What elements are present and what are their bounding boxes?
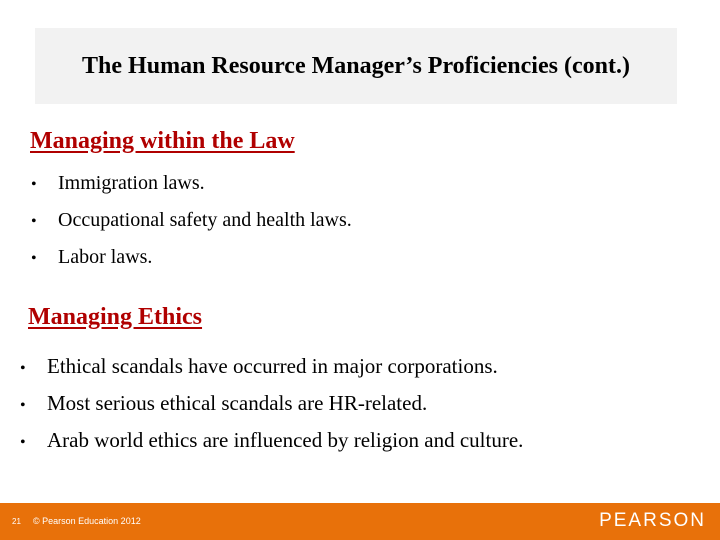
slide-title: The Human Resource Manager’s Proficiencies (cont.) xyxy=(82,53,630,79)
footer-bar xyxy=(0,503,720,540)
pearson-logo: PEARSON xyxy=(599,510,706,531)
section-heading-law: Managing within the Law xyxy=(30,128,295,154)
list-item xyxy=(31,209,352,246)
list-item xyxy=(31,172,352,209)
list-item xyxy=(31,246,352,283)
bullet-icon: • xyxy=(20,360,26,377)
list-item xyxy=(20,354,523,391)
bullet-text: Arab world ethics are influenced by religion and culture. xyxy=(47,428,524,452)
bullet-icon: • xyxy=(31,250,37,267)
bullet-icon: • xyxy=(31,213,37,230)
bullet-icon: • xyxy=(31,176,37,193)
bullet-text: Labor laws. xyxy=(58,246,153,268)
ethics-bullet-list xyxy=(20,354,523,465)
list-item xyxy=(20,391,523,428)
bullet-text: Ethical scandals have occurred in major corporations. xyxy=(47,354,498,378)
bullet-text: Occupational safety and health laws. xyxy=(58,209,352,231)
page-number: 21 xyxy=(12,517,21,526)
bullet-text: Immigration laws. xyxy=(58,172,205,194)
title-box xyxy=(35,28,677,104)
bullet-icon: • xyxy=(20,434,26,451)
list-item xyxy=(20,428,523,465)
section-heading-ethics: Managing Ethics xyxy=(28,304,203,330)
bullet-icon: • xyxy=(20,397,26,414)
bullet-text: Most serious ethical scandals are HR-related. xyxy=(47,391,428,415)
copyright-text: © Pearson Education 2012 xyxy=(33,516,141,526)
law-bullet-list xyxy=(31,172,352,283)
